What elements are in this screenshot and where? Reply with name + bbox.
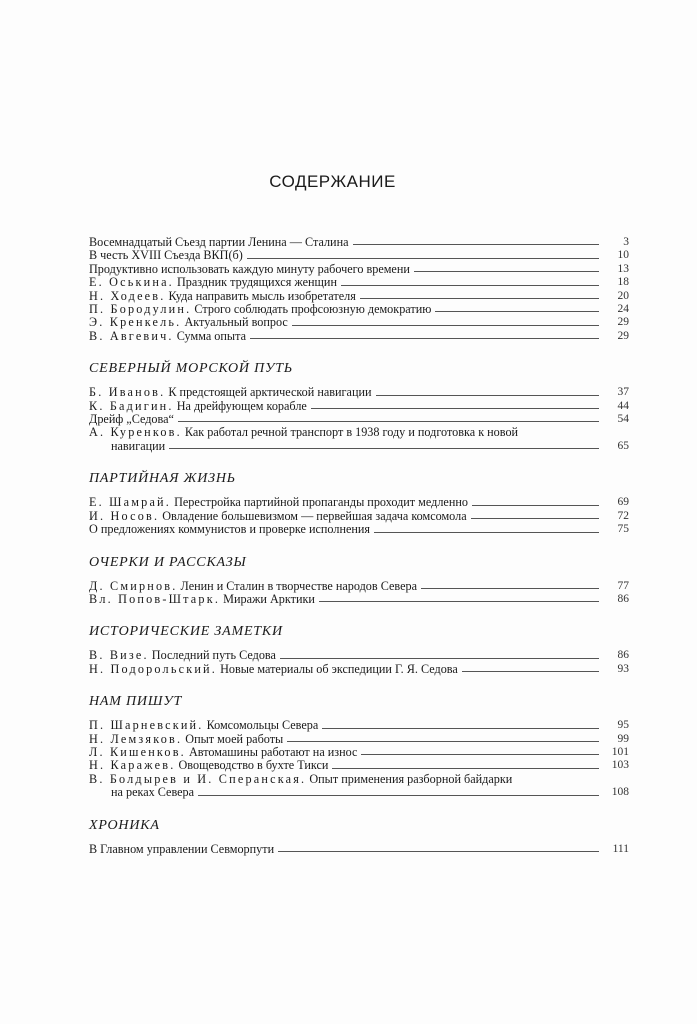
toc-entry [89, 843, 629, 856]
toc-entry-line [89, 593, 629, 606]
entry-title: На дрейфующем корабле [176, 398, 307, 413]
entry-title: Как работал речной транспорт в 1938 году и подготовка к новой [184, 425, 519, 440]
toc-entry-line [89, 773, 629, 786]
page-number: 44 [617, 399, 629, 412]
entry-title: Дрейф „Седова“ [89, 412, 174, 427]
page-number: 86 [617, 649, 629, 662]
leader-line [280, 658, 599, 659]
toc-entry [89, 276, 629, 289]
page-number: 29 [617, 329, 629, 342]
entry-author: Л. Кишенков. [89, 744, 186, 759]
page-number: 24 [617, 303, 629, 316]
section-heading: ОЧЕРКИ И РАССКАЗЫ [89, 554, 247, 570]
toc-entry [89, 593, 629, 606]
leader-line [376, 395, 599, 396]
entry-title: Сумма опыта [176, 328, 246, 343]
page-number: 99 [617, 732, 629, 745]
entry-title-continuation: на реках Севера [111, 785, 195, 800]
toc-entry-line [89, 719, 629, 732]
entry-text [89, 759, 328, 772]
leader-line [278, 851, 599, 852]
toc-entry-continuation [89, 440, 629, 453]
entry-title: Опыт применения разборной байдарки [309, 771, 513, 786]
toc-entry-line [89, 303, 629, 316]
page-number: 103 [611, 759, 629, 772]
entry-author: П. Бородулин. [89, 302, 192, 317]
entry-title: Последний путь Седова [151, 648, 276, 663]
entry-text [89, 773, 512, 786]
leader-line [287, 741, 599, 742]
toc-section [89, 236, 629, 343]
toc-entry-line [89, 663, 629, 676]
leader-line [471, 518, 599, 519]
toc-entry [89, 523, 629, 536]
toc-entry [89, 249, 629, 262]
entry-author: В. Болдырев и И. Сперанская. [89, 771, 307, 786]
page-number: 54 [617, 413, 629, 426]
toc-entry-line [89, 276, 629, 289]
entry-title: Ленин и Сталин в творчестве народов Севера [180, 578, 417, 593]
leader-line [311, 408, 599, 409]
toc-entry-line [89, 496, 629, 509]
entry-text [89, 413, 174, 426]
toc-entry-line [89, 733, 629, 746]
entry-title: К предстоящей арктической навигации [168, 385, 372, 400]
entry-text [89, 580, 417, 593]
entry-title: Новые материалы об экспедиции Г. Я. Седова [220, 661, 458, 676]
entry-title: Автомашины работают на износ [188, 744, 358, 759]
entry-text [89, 496, 468, 509]
toc-entry [89, 773, 629, 800]
toc-entry [89, 386, 629, 399]
entry-text [89, 330, 246, 343]
leader-line [178, 421, 599, 422]
entry-text [89, 290, 356, 303]
entry-author: Н. Лемзяков. [89, 731, 183, 746]
toc-section [89, 624, 629, 676]
toc-entry-line [89, 330, 629, 343]
toc-entry [89, 510, 629, 523]
entry-text [89, 249, 243, 262]
entry-title: Продуктивно использовать каждую минуту рабочего времени [89, 261, 410, 276]
page-number: 111 [612, 842, 629, 855]
toc-entry-line [89, 759, 629, 772]
leader-line [414, 271, 599, 272]
toc-entry-line [89, 386, 629, 399]
toc-entry-line [89, 316, 629, 329]
toc-entry [89, 663, 629, 676]
section-heading: НАМ ПИШУТ [89, 694, 183, 710]
entry-author: Н. Подорольский. [89, 661, 218, 676]
page-number: 86 [617, 592, 629, 605]
toc-entry [89, 316, 629, 329]
entry-title: Перестройка партийной пропаганды проходит медленно [174, 495, 468, 510]
toc-entry-line [89, 400, 629, 413]
entry-author: Вл. Попов-Штарк. [89, 591, 221, 606]
section-heading: ХРОНИКА [89, 817, 160, 833]
leader-line [360, 298, 599, 299]
entry-title: О предложениях коммунистов и проверке исполнения [89, 522, 371, 537]
leader-line [462, 671, 599, 672]
toc-entry [89, 759, 629, 772]
toc-entry [89, 303, 629, 316]
entry-title: Комсомольцы Севера [206, 718, 319, 733]
toc-entry [89, 746, 629, 759]
entry-author: Б. Иванов. [89, 385, 166, 400]
entry-author: Н. Ходеев. [89, 288, 166, 303]
toc-entry-line [89, 523, 629, 536]
entry-title: Актуальный вопрос [184, 315, 288, 330]
page-number: 13 [617, 262, 629, 275]
toc-entry-line [89, 843, 629, 856]
entry-text [89, 663, 458, 676]
leader-line [322, 728, 599, 729]
leader-line [292, 325, 599, 326]
entry-title: Строго соблюдать профсоюзную демократию [194, 302, 432, 317]
toc-entry [89, 263, 629, 276]
entry-author: П. Шарневский. [89, 718, 204, 733]
entry-title: В честь XVIII Съезда ВКП(б) [89, 248, 243, 263]
entry-title: Опыт моей работы [185, 731, 284, 746]
toc-entry-line [89, 413, 629, 426]
entry-title: Куда направить мысль изобретателя [168, 288, 356, 303]
page-number: 69 [617, 496, 629, 509]
entry-author: Н. Каражев. [89, 758, 176, 773]
entry-text [89, 719, 318, 732]
section-heading: ИСТОРИЧЕСКИЕ ЗАМЕТКИ [89, 624, 283, 640]
entry-title: Овощеводство в бухте Тикси [178, 758, 329, 773]
toc-entry [89, 330, 629, 343]
leader-line [250, 338, 599, 339]
entry-text [89, 276, 337, 289]
entry-author: И. Носов. [89, 508, 160, 523]
toc-entry [89, 426, 629, 453]
leader-line [341, 285, 599, 286]
toc-entry [89, 649, 629, 662]
leader-line [472, 505, 599, 506]
page-number: 65 [617, 439, 629, 452]
toc-entry-line [89, 580, 629, 593]
page-number: 29 [617, 316, 629, 329]
entry-text [89, 236, 349, 249]
leader-line [361, 754, 599, 755]
toc-section [89, 555, 629, 607]
entry-text [89, 593, 315, 606]
leader-line [353, 244, 600, 245]
toc-entry [89, 496, 629, 509]
toc-entry-line [89, 746, 629, 759]
leader-line [247, 258, 599, 259]
entry-author: Е. Оськина. [89, 275, 174, 290]
leader-line [435, 311, 599, 312]
toc-entry [89, 290, 629, 303]
toc-entry [89, 580, 629, 593]
toc-entry [89, 733, 629, 746]
entry-author: Д. Смирнов. [89, 578, 178, 593]
entry-text [89, 649, 276, 662]
entry-text [89, 733, 283, 746]
page-number: 75 [617, 523, 629, 536]
entry-author: Э. Кренкель. [89, 315, 182, 330]
entry-title: Овладение большевизмом — первейшая задача комсомола [162, 508, 467, 523]
section-heading: ПАРТИЙНАЯ ЖИЗНЬ [89, 471, 236, 487]
leader-line [319, 601, 599, 602]
page-number: 108 [611, 786, 629, 799]
entry-title: Восемнадцатый Съезд партии Ленина — Сталина [89, 235, 349, 249]
entry-title: Праздник трудящихся женщин [176, 275, 337, 290]
toc-entry [89, 719, 629, 732]
leader-line [198, 795, 599, 796]
page-number: 77 [617, 579, 629, 592]
entry-text [89, 510, 467, 523]
page-number: 37 [617, 386, 629, 399]
entry-author: В. Авгевич. [89, 328, 174, 343]
page-number: 18 [617, 276, 629, 289]
entry-text [89, 263, 410, 276]
toc-entry-line [89, 263, 629, 276]
toc-entry-line [89, 249, 629, 262]
entry-text [89, 303, 431, 316]
entry-author: Е. Шамрай. [89, 495, 172, 510]
leader-line [332, 768, 599, 769]
leader-line [421, 588, 599, 589]
page-title: СОДЕРЖАНИЕ [269, 172, 396, 191]
page-number: 93 [617, 662, 629, 675]
table-of-contents [89, 236, 629, 870]
entry-title: Миражи Арктики [223, 591, 315, 606]
entry-text [89, 746, 357, 759]
toc-entry [89, 413, 629, 426]
page-number: 72 [617, 509, 629, 522]
toc-entry-line [89, 510, 629, 523]
toc-entry-line [89, 290, 629, 303]
entry-title: В Главном управлении Севморпути [89, 841, 275, 856]
toc-entry-line [89, 649, 629, 662]
toc-section [89, 818, 629, 856]
entry-author: А. Куренков. [89, 425, 182, 440]
entry-text [89, 316, 288, 329]
page-number: 10 [617, 249, 629, 262]
page-number: 95 [617, 719, 629, 732]
toc-entry-line [89, 236, 629, 249]
leader-line [169, 448, 599, 449]
entry-title-continuation: навигации [111, 438, 166, 453]
entry-text [89, 386, 372, 399]
entry-text [89, 523, 370, 536]
toc-entry [89, 400, 629, 413]
page-number: 20 [617, 289, 629, 302]
toc-entry-line [89, 426, 629, 439]
entry-author: В. Визе. [89, 648, 149, 663]
toc-section [89, 471, 629, 536]
page-number: 3 [623, 236, 629, 248]
entry-text [89, 400, 307, 413]
entry-author: К. Бадигин. [89, 398, 174, 413]
page-number: 101 [611, 745, 629, 758]
entry-text [89, 843, 274, 856]
toc-section [89, 694, 629, 799]
toc-section [89, 361, 629, 453]
toc-entry [89, 236, 629, 249]
section-heading: СЕВЕРНЫЙ МОРСКОЙ ПУТЬ [89, 361, 293, 377]
leader-line [374, 532, 599, 533]
toc-entry-continuation [89, 786, 629, 799]
entry-text [89, 426, 518, 439]
